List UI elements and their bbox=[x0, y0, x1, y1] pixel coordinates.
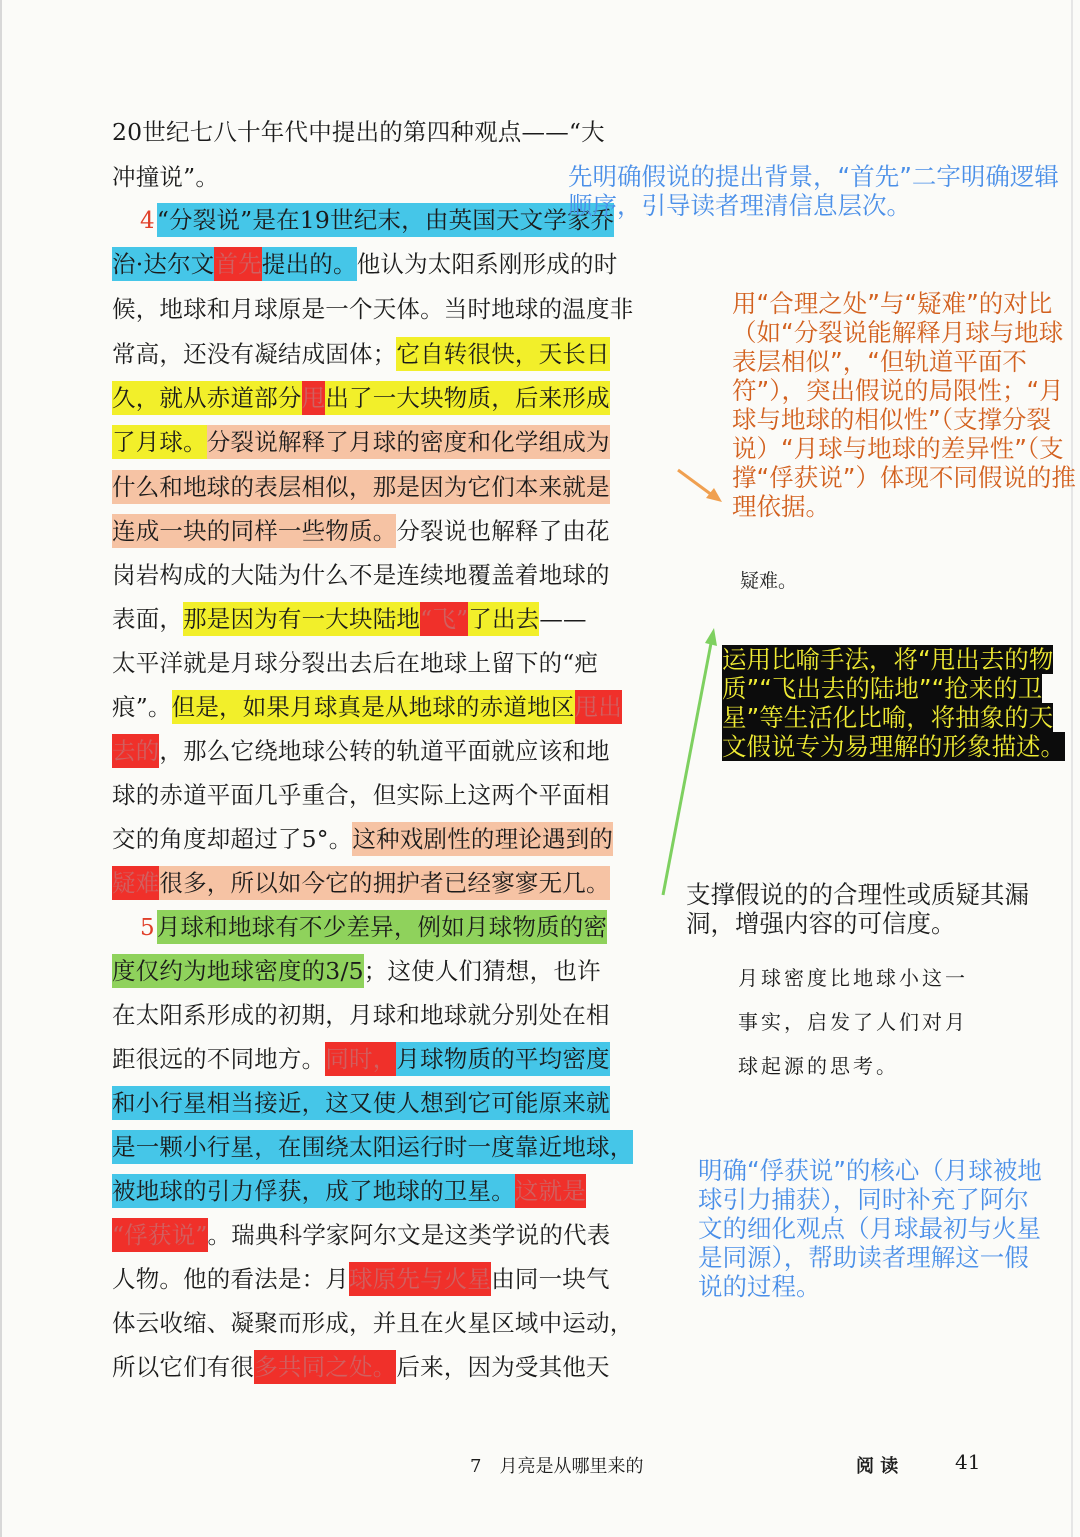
highlight-peach: 连成一块的同样一些物质。 bbox=[112, 514, 396, 548]
text-segment: 太平洋就是月球分裂出去后在地球上留下的“疤 bbox=[112, 649, 599, 677]
annotation-blue-top: 先明确假说的提出背景，“首先”二字明确逻辑顺序，引导读者理清信息层次。 bbox=[568, 162, 1059, 220]
highlight-yellow: 久，就从赤道部分 bbox=[112, 381, 302, 415]
annotation-blue-bottom: 明确“俘获说”的核心（月球被地球引力捕获），同时补充了阿尔文的细化观点（月球最初与火星是同源），帮助读者理解这一假说的过程。 bbox=[698, 1156, 1042, 1301]
footer-chapter: 7 月亮是从哪里来的 bbox=[470, 1456, 644, 1477]
text-segment: 候，地球和月球原是一个天体。当时地球的温度非 bbox=[112, 295, 634, 323]
green-arrowhead bbox=[705, 628, 717, 646]
orange-arrowhead bbox=[706, 488, 722, 502]
green-arrow bbox=[663, 638, 712, 895]
annotation-dark: 支撑假说的的合理性或质疑其漏洞，增强内容的可信度。 bbox=[686, 880, 1029, 938]
text-segment: —— bbox=[539, 605, 587, 633]
text-segment: 他认为太阳系刚形成的时 bbox=[356, 250, 618, 278]
text-segment: 常高，还没有凝结成固体； bbox=[112, 340, 397, 368]
highlight-red: “飞” bbox=[420, 602, 468, 636]
text-segment: 距很远的不同地方。 bbox=[112, 1045, 326, 1073]
highlight-red: 首先 bbox=[214, 247, 261, 281]
sidebar-note: 月球密度比地球小这一事实，启发了人们对月球起源的思考。 bbox=[738, 966, 968, 1078]
highlight-red: 去的 bbox=[112, 734, 159, 768]
highlight-blue: 和小行星相当接近，这又使人想到它可能原来就 bbox=[112, 1086, 610, 1120]
highlight-red: 同时， bbox=[325, 1042, 396, 1076]
highlight-green: 月球和地球有不少差异，例如月球物质的密 bbox=[157, 910, 607, 944]
highlight-yellow: 那是因为有一大块陆地 bbox=[183, 602, 420, 636]
annotation-black-box-text: 运用比喻手法，将“甩出去的物质”“飞出去的陆地”“抢来的卫星”等生活化比喻，将抽象的天文假说专为易理解的形象描述。 bbox=[722, 645, 1065, 761]
paragraph-number: 5 bbox=[140, 915, 155, 941]
highlight-red: 甩 bbox=[302, 381, 326, 415]
highlight-blue: 被地球的引力俘获，成了地球的卫星。 bbox=[112, 1174, 515, 1208]
highlight-green: 度仅约为地球密度的3/5 bbox=[112, 954, 364, 988]
text-segment: 在太阳系形成的初期，月球和地球就分别处在相 bbox=[112, 1001, 610, 1029]
text-segment: 痕”。 bbox=[112, 693, 172, 721]
footer-page-number: 41 bbox=[955, 1450, 981, 1474]
highlight-peach: 什么和地球的表层相似，那是因为它们本来就是 bbox=[112, 470, 610, 504]
highlight-blue: “分裂说”是在19世纪末，由英国天文学家乔 bbox=[157, 203, 615, 237]
highlight-red: 这就是 bbox=[515, 1174, 586, 1208]
highlight-red: 疑难 bbox=[112, 866, 159, 900]
highlight-red: 球原先与火星 bbox=[349, 1262, 491, 1296]
text-segment: 人物。他的看法是：月 bbox=[112, 1265, 349, 1293]
annotation-orange-extra: 疑难。 bbox=[740, 570, 798, 592]
text-segment: 20世纪七八十年代中提出的第四种观点——“大 bbox=[112, 118, 605, 146]
highlight-peach: 这种戏剧性的理论遇到的 bbox=[352, 822, 613, 856]
highlight-red: 甩出 bbox=[575, 690, 622, 724]
highlight-yellow: 出了一大块物质，后来形成 bbox=[325, 381, 609, 415]
highlight-peach: 分裂说解释了月球的密度和化学组成为 bbox=[207, 425, 610, 459]
highlight-blue: 治·达尔文 bbox=[112, 247, 214, 281]
footer-section: 阅 读 bbox=[856, 1456, 899, 1477]
highlight-yellow: 了出去 bbox=[468, 602, 539, 636]
text-segment: 所以它们有很 bbox=[112, 1353, 255, 1381]
paragraph-number: 4 bbox=[140, 208, 155, 234]
highlight-blue: 是一颗小行星，在围绕太阳运行时一度靠近地球， bbox=[112, 1130, 633, 1164]
highlight-yellow: 但是，如果月球真是从地球的赤道地区 bbox=[172, 690, 575, 724]
text-segment: 球的赤道平面几乎重合，但实际上这两个平面相 bbox=[112, 781, 610, 809]
text-segment: 交的角度却超过了5°。 bbox=[112, 825, 353, 853]
text-segment: 冲撞说”。 bbox=[112, 163, 220, 191]
text-segment: 分裂说也解释了由花 bbox=[396, 517, 610, 545]
highlight-blue: 提出的。 bbox=[262, 247, 357, 281]
highlight-yellow: 它自转很快，天长日 bbox=[396, 337, 609, 371]
text-segment: 表面， bbox=[112, 605, 184, 633]
highlight-peach: 很多，所以如今它的拥护者已经寥寥无几。 bbox=[159, 866, 609, 900]
text-segment: 由同一块气 bbox=[491, 1265, 610, 1293]
highlight-red: 多共同之处。 bbox=[254, 1350, 396, 1384]
text-segment: ；这使人们猜想，也许 bbox=[363, 957, 601, 985]
highlight-yellow: 了月球。 bbox=[112, 425, 207, 459]
text-segment: 。瑞典科学家阿尔文是这类学说的代表 bbox=[207, 1221, 611, 1249]
annotation-black-box bbox=[722, 645, 1074, 761]
text-segment: ，那么它绕地球公转的轨道平面就应该和地 bbox=[159, 737, 610, 765]
highlight-red: “俘获说” bbox=[112, 1218, 208, 1252]
text-segment: 岗岩构成的大陆为什么不是连续地覆盖着地球的 bbox=[112, 561, 610, 589]
text-segment: 体云收缩、凝聚而形成，并且在火星区域中运动， bbox=[112, 1309, 634, 1337]
annotation-orange: 用“合理之处”与“疑难”的对比（如“分裂说能解释月球与地球表层相似”，“但轨道平面不符”），突出假说的局限性；“月球与地球的相似性”（支撑分裂说）“月球与地球的差异性”（支撑“俘获说”）体现不同假说的推理依据。 bbox=[732, 289, 1076, 521]
text-segment: 后来，因为受其他天 bbox=[396, 1353, 610, 1381]
highlight-blue: 月球物质的平均密度 bbox=[396, 1042, 609, 1076]
